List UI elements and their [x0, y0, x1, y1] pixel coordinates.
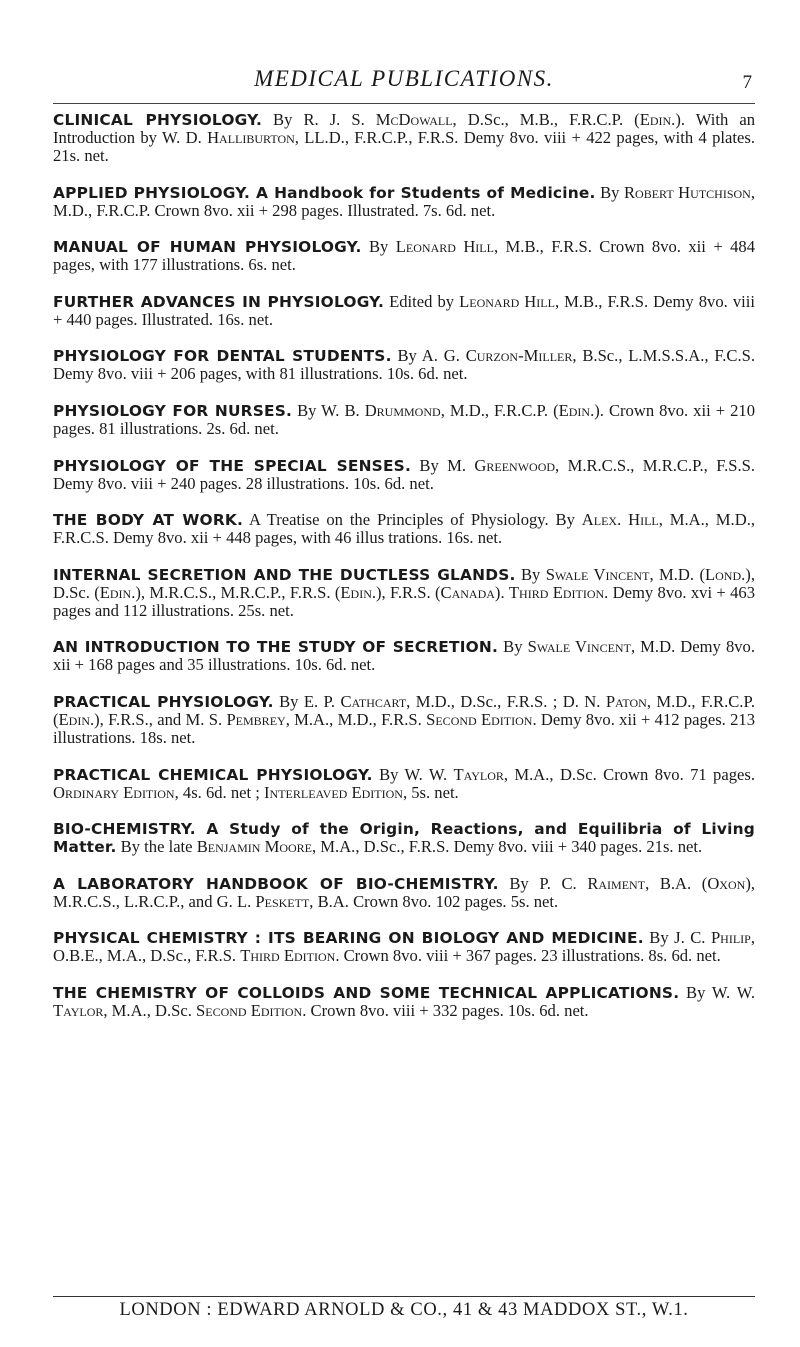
- publication-details: By M.: [411, 455, 475, 475]
- publication-details: ).: [494, 582, 509, 602]
- publication-title: A LABORATORY HANDBOOK OF BIO-CHEMISTRY.: [53, 874, 499, 893]
- author-or-edition-name: Paton: [605, 691, 647, 711]
- publication-title: CLINICAL PHYSIOLOGY.: [53, 111, 262, 129]
- author-or-edition-name: Swale Vincent: [527, 637, 631, 657]
- publication-title: PRACTICAL CHEMICAL PHYSIOLOGY.: [53, 765, 373, 784]
- publication-details: A Treatise on the Principles of Physiology. By: [243, 510, 582, 530]
- publication-details: ), F.R.S. (: [376, 582, 441, 602]
- publication-details: , B.Sc., L.M.S.S.A., F.C.S. Demy 8vo. viii + 206 pages, with 81 illustrations. 10s. 6d. net.: [53, 346, 755, 384]
- publication-title: PRACTICAL PHYSIOLOGY.: [53, 692, 274, 711]
- author-or-edition-name: Edin.: [639, 110, 676, 129]
- author-or-edition-name: Second Edition: [426, 709, 533, 729]
- publication-details: , M.A., D.Sc. Crown 8vo. 71 pages.: [503, 764, 755, 784]
- publication-details: , M.D., F.R.C.P. (: [440, 400, 559, 420]
- publication-details: ), D.Sc. (: [53, 564, 755, 602]
- publication-details: , M.B., F.R.S. Crown 8vo. xii + 484 pages, with 177 illustrations. 6s. net.: [53, 237, 755, 275]
- publication-details: , M.D. Demy 8vo. xii + 168 pages and 35 illustrations. 10s. 6d. net.: [53, 637, 755, 675]
- author-or-edition-name: Benjamin Moore: [196, 837, 312, 857]
- author-or-edition-name: Halliburton: [207, 128, 295, 147]
- publication-details: , M.R.C.S., M.R.C.P., F.S.S. Demy 8vo. viii + 240 pages. 28 illustrations. 10s. 6d. net.: [53, 455, 755, 493]
- publication-entry: [53, 238, 755, 274]
- author-or-edition-name: Taylor: [53, 1000, 104, 1020]
- publisher-imprint: LONDON : EDWARD ARNOLD & CO., 41 & 43 MADDOX ST., W.1.: [119, 1300, 689, 1320]
- publication-title: BIO-CHEMISTRY. A Study of the Origin, Reactions, and Equilibria of Living Matter.: [53, 820, 755, 857]
- author-or-edition-name: Robert Hutchison: [623, 182, 751, 202]
- publication-details: Edited by: [384, 291, 460, 311]
- publication-details: . Crown 8vo. viii + 332 pages. 10s. 6d. net.: [302, 1000, 589, 1020]
- publication-title: PHYSIOLOGY FOR NURSES.: [53, 401, 293, 420]
- publication-details: . Crown 8vo. viii + 367 pages. 23 illustrations. 8s. 6d. net.: [335, 946, 721, 966]
- author-or-edition-name: Alex. Hill: [581, 510, 659, 530]
- page-number: 7: [742, 72, 752, 93]
- author-or-edition-name: Edin.: [99, 582, 136, 602]
- publication-entry: [53, 638, 755, 674]
- publication-title: PHYSICAL CHEMISTRY : ITS BEARING ON BIOLOGY AND MEDICINE.: [53, 929, 644, 948]
- author-or-edition-name: Leonard Hill: [459, 291, 555, 311]
- author-or-edition-name: McDowall: [375, 110, 453, 129]
- publication-details: ). Crown 8vo. xii + 210 pages. 81 illustrations. 2s. 6d. net.: [53, 400, 755, 438]
- publication-details: By: [515, 564, 546, 584]
- author-or-edition-name: Curzon-Miller: [465, 346, 573, 366]
- author-or-edition-name: Peskett: [255, 891, 310, 911]
- publication-details: ), M.R.C.S., L.R.C.P., and G. L.: [53, 873, 755, 911]
- publication-entry: [53, 693, 755, 747]
- publication-details: By W. W.: [372, 764, 454, 784]
- publication-details: ), M.R.C.S., M.R.C.P., F.R.S. (: [135, 582, 341, 602]
- publication-entry: [53, 347, 755, 383]
- publication-entry: [53, 184, 755, 220]
- publication-entry: [53, 820, 755, 856]
- publication-title: PHYSIOLOGY OF THE SPECIAL SENSES.: [53, 456, 412, 475]
- publication-details: , 4s. 6d. net ;: [174, 782, 265, 802]
- publication-entry: [53, 566, 755, 620]
- page-title: MEDICAL PUBLICATIONS.: [254, 66, 554, 91]
- author-or-edition-name: Edin.: [340, 582, 377, 602]
- publication-details: . Demy 8vo. xvi + 463 pages and 112 illustrations. 25s. net.: [53, 582, 755, 620]
- author-or-edition-name: Cathcart: [340, 691, 407, 711]
- publication-title: PHYSIOLOGY FOR DENTAL STUDENTS.: [53, 347, 392, 366]
- publication-details: By: [361, 237, 396, 257]
- author-or-edition-name: Second Edition: [196, 1000, 303, 1020]
- publication-details: , M.D. (: [649, 564, 705, 584]
- publication-title: THE BODY AT WORK.: [53, 511, 244, 530]
- author-or-edition-name: Philip: [710, 928, 751, 948]
- publication-details: By: [595, 182, 624, 202]
- publication-details: , M.B., F.R.S. Demy 8vo. viii + 440 pages. Illustrated. 16s. net.: [53, 291, 755, 329]
- author-or-edition-name: Raiment: [587, 873, 646, 893]
- publication-details: By W. W.: [679, 982, 755, 1002]
- publication-entry: [53, 457, 755, 493]
- publication-list: [53, 111, 755, 1039]
- publication-details: , M.A., D.Sc.: [103, 1000, 197, 1020]
- author-or-edition-name: Greenwood: [474, 455, 556, 475]
- publication-title: THE CHEMISTRY OF COLLOIDS AND SOME TECHNICAL APPLICATIONS.: [53, 983, 680, 1002]
- publication-title: FURTHER ADVANCES IN PHYSIOLOGY.: [53, 292, 385, 311]
- publication-entry: [53, 111, 755, 165]
- author-or-edition-name: Taylor: [453, 764, 504, 784]
- publication-entry: [53, 875, 755, 911]
- publication-entry: [53, 293, 755, 329]
- publication-details: , M.D., D.Sc., F.R.S. ; D. N.: [406, 691, 606, 711]
- author-or-edition-name: Third Edition: [508, 582, 605, 602]
- author-or-edition-name: Oxon: [707, 873, 746, 893]
- author-or-edition-name: Interleaved Edition: [264, 782, 403, 802]
- publication-details: , M.A., D.Sc., F.R.S. Demy 8vo. viii + 340 pages. 21s. net.: [312, 837, 703, 857]
- publication-details: , B.A. Crown 8vo. 102 pages. 5s. net.: [309, 891, 559, 911]
- author-or-edition-name: Lond.: [705, 564, 746, 584]
- author-or-edition-name: Third Edition: [240, 946, 336, 966]
- publication-details: , M.D., F.R.C.P. (: [53, 691, 755, 729]
- author-or-edition-name: Edin.: [558, 400, 595, 420]
- author-or-edition-name: Edin.: [58, 709, 95, 729]
- footer-rule: [53, 1296, 755, 1297]
- author-or-edition-name: Canada: [440, 582, 495, 602]
- publication-title: INTERNAL SECRETION AND THE DUCTLESS GLANDS.: [53, 565, 516, 584]
- publication-details: , M.D., F.R.C.P. Crown 8vo. xii + 298 pages. Illustrated. 7s. 6d. net.: [53, 182, 755, 220]
- author-or-edition-name: Drummond: [364, 400, 441, 420]
- author-or-edition-name: Swale Vincent: [545, 564, 650, 584]
- publication-details: ), F.R.S., and M. S.: [94, 709, 227, 729]
- publication-entry: [53, 511, 755, 547]
- publication-title: APPLIED PHYSIOLOGY. A Handbook for Students of Medicine.: [53, 183, 596, 202]
- publication-details: , M.A., M.D., F.R.C.S. Demy 8vo. xii + 448 pages, with 46 illus trations. 16s. net.: [53, 510, 755, 548]
- publication-details: , M.A., M.D., F.R.S.: [285, 709, 427, 729]
- publication-entry: [53, 984, 755, 1020]
- running-head: [53, 0, 755, 92]
- header-rule: [53, 103, 755, 104]
- publication-details: By: [498, 637, 528, 657]
- publication-details: By E. P.: [273, 691, 341, 711]
- author-or-edition-name: Pembrey: [226, 709, 286, 729]
- publication-details: By J. C.: [643, 928, 711, 948]
- publication-details: , LL.D., F.R.C.P., F.R.S. Demy 8vo. viii + 422 pages, with 4 plates. 21s. net.: [53, 128, 755, 165]
- publication-details: . Demy 8vo. xii + 412 pages. 213 illustrations. 18s. net.: [53, 709, 756, 747]
- publication-details: By P. C.: [498, 873, 588, 893]
- publication-details: , 5s. net.: [402, 782, 459, 802]
- publication-entry: [53, 929, 755, 965]
- publication-details: By A. G.: [391, 346, 466, 366]
- publication-details: By the late: [116, 837, 197, 857]
- publication-details: , O.B.E., M.A., D.Sc., F.R.S.: [53, 928, 755, 966]
- publication-title: MANUAL OF HUMAN PHYSIOLOGY.: [53, 238, 362, 257]
- publication-details: ). With an Introduction by W. D.: [53, 110, 755, 147]
- author-or-edition-name: Leonard Hill: [395, 237, 494, 257]
- publication-details: By W. B.: [292, 400, 365, 420]
- author-or-edition-name: Ordinary Edition: [53, 782, 175, 802]
- publication-details: By R. J. S.: [261, 110, 376, 129]
- publication-title: AN INTRODUCTION TO THE STUDY OF SECRETION.: [53, 638, 499, 657]
- publication-details: , B.A. (: [645, 873, 708, 893]
- publication-entry: [53, 402, 755, 438]
- publication-details: , D.Sc., M.B., F.R.C.P. (: [452, 110, 640, 129]
- publication-entry: [53, 766, 755, 802]
